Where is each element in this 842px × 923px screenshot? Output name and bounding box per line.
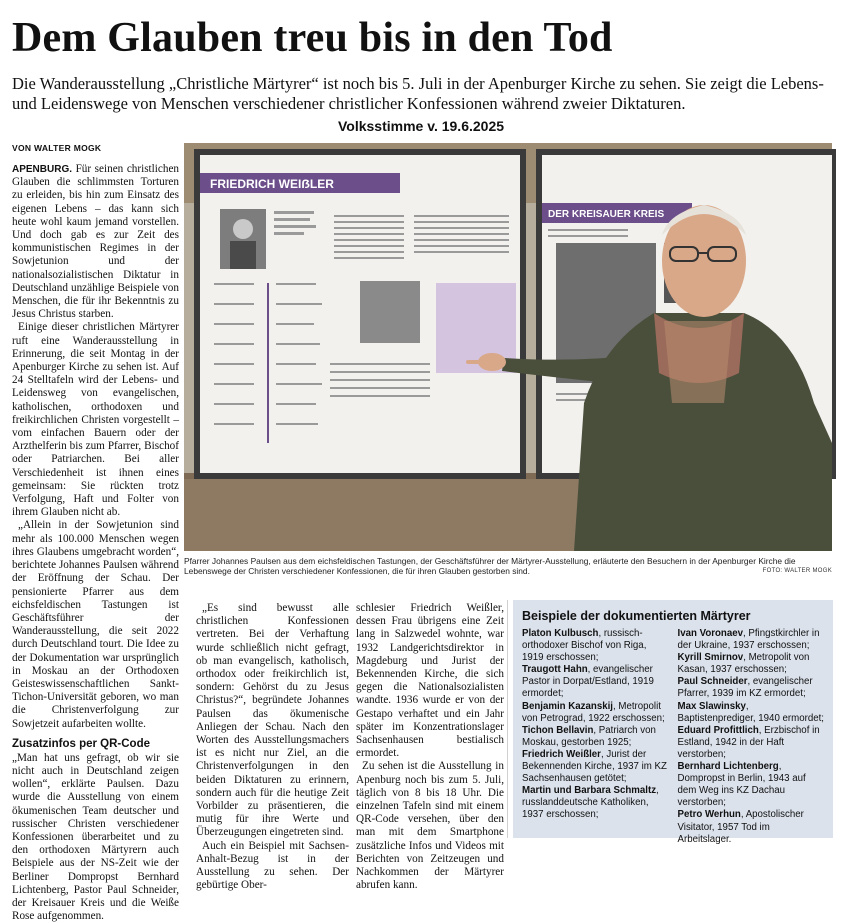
martyr-name: Benjamin Kazanskij: [522, 700, 613, 712]
martyrs-info-box: [513, 600, 833, 845]
martyr-entry: [522, 749, 670, 785]
martyr-description: , Patriarch von Moskau, gestorben 1925;: [522, 724, 656, 748]
martyr-name: Eduard Profittlich: [677, 724, 759, 736]
martyr-entry: [522, 785, 670, 821]
article-column-3: [356, 602, 504, 892]
paragraph-text: Für seinen christlichen Glauben die schlimmsten Torturen zu erleiden, bis hin zum Einsatz des eigenen Lebens – das kann sich heute wohl kaum jemand vorstellen. Und doch gab es zur Zeit des kommunistischen Regimes in der Sowjetunion und der nationalsozialistischen Diktatur in Deutschland unzählige Beispiele von Menschen, die für ihr Bekenntnis zu Jesus Christus starben.: [12, 163, 180, 321]
info-box-title: Beispiele der dokumentierten Märtyrer: [522, 609, 751, 623]
paragraph: Auch ein Beispiel mit Sachsen-Anhalt-Bezug ist in der Ausstellung zu sehen. Der gebürtige Ober-: [196, 839, 349, 892]
martyr-entry: [678, 809, 826, 845]
martyr-description: , Metropolit von Petrograd, 1922 erschossen;: [522, 700, 665, 724]
martyr-entry: [522, 628, 670, 664]
martyr-description: , russlanddeutsche Katholiken, 1937 erschossen;: [522, 785, 659, 821]
paragraph: Zu sehen ist die Ausstellung in Apenburg noch bis zum 5. Juli, täglich von 8 bis 18 Uhr. Die einzelnen Tafeln sind mit einem QR-Code versehen, über den man mit dem Smartphone zusätzliche Infos und Videos mit Berichten von Zeitzeugen und Nachkommen der Märtyrer abrufen kann.: [356, 760, 504, 892]
info-box-column-right: [678, 628, 826, 846]
photo-caption: Pfarrer Johannes Paulsen aus dem eichsfeldischen Tastungen, der Geschäftsführer der Märtyrer-Ausstellung, erläuterte den Besuchern in der Apenburger Kirche die Lebenswege der Christen verschiedener Konfessionen, die für ihren Glauben gestorben sind.: [184, 556, 796, 577]
martyr-description: , Metropolit von Kasan, 1937 erschossen;: [677, 652, 810, 676]
martyr-entry: [522, 701, 670, 725]
martyr-entry: [522, 664, 670, 700]
martyr-description: , Pfingstkirchler in der Ukraine, 1937 erschossen;: [677, 628, 820, 652]
martyr-name: Paul Schneider: [677, 676, 748, 688]
martyr-name: Bernhard Lichtenberg: [677, 761, 779, 773]
martyr-name: Kyrill Smirnov: [677, 652, 744, 664]
paragraph: „Es sind bewusst alle christlichen Konfessionen vertreten. Bei der Verhaftung wurde schließlich nicht gefragt, ob man evangelisch, katholisch, orthodox oder freikirchlich ist, sondern: Gehörst du zu Jesus Christus?“, begründete Johannes Paulsen das ökumenische Anliegen der Schau. Nach den Worten des Ausstellungsmachers ist es nicht nur Ziel, an die Christenverfolgungen in den beiden Diktaturen zu erinnern, sondern auch für die heutige Zeit Vorbilder zu präsentieren, die mutig für ihre Werte und Überzeugungen eingetreten sind.: [196, 602, 349, 839]
byline: VON WALTER MOGK: [12, 143, 102, 153]
martyr-description: , Jurist der Bekennenden Kirche, 1937 im KZ Sachsenhausen getötet;: [522, 748, 667, 785]
article-photo: [184, 143, 832, 551]
panel-left-title: FRIEDRICH WEIẞLER: [210, 177, 334, 191]
lead-paragraph: Die Wanderausstellung „Christliche Märtyrer“ ist noch bis 5. Juli in der Apenburger Kirche zu sehen. Sie zeigt die Lebens- und Leidenswege von Menschen verschiedener christlicher Konfessionen während zweier Diktaturen.: [12, 74, 824, 113]
panel-right-title: DER KREISAUER KREIS: [548, 209, 665, 220]
martyr-name: Martin und Barbara Schmaltz: [522, 785, 657, 797]
article-column-2: [196, 602, 349, 892]
martyr-entry: [678, 676, 826, 700]
dateline: APENBURG.: [12, 164, 73, 175]
martyr-entry: [678, 761, 826, 809]
headline: Dem Glauben treu bis in den Tod: [12, 15, 613, 61]
paragraph: [12, 163, 179, 321]
martyr-description: , Erzbischof in Estland, 1942 in der Haft verstorben;: [677, 724, 820, 760]
martyr-entry: [678, 652, 826, 676]
martyr-description: , Apostolischer Visitator, 1957 Tod im Arbeitslager.: [677, 809, 804, 845]
paragraph: schlesier Friedrich Weißler, dessen Frau übrigens eine Zeit lang in Salzwedel wohnte, war 1932 Landgerichtsdirektor in Magdeburg und Jurist der Bekennenden Kirche, die sich gegen die Nationalsozialisten wandte. 1936 wurde er von der Gestapo verhaftet und ein Jahr später im Konzentrationslager Sachsenhausen bestialisch ermordet.: [356, 602, 504, 760]
paragraph: „Man hat uns gefragt, ob wir sie nicht auch in Deutschland zeigen wollen“, erklärte Paulsen. Dazu wurde die Ausstellung von einem ökumenischen Team deutscher und russischer Christen verschiedener Konfessionen überarbeitet und zu den orthodoxen Märtyrern auch Beispiele aus der NS-Zeit wie der Berliner Dompropst Bernhard Lichtenberg, Pastor Paul Schneider, der Kreisauer Kreis und die Weiße Rose aufgenommen.: [12, 751, 179, 923]
paragraph: Einige dieser christlichen Märtyrer ruft eine Wanderausstellung in Erinnerung, die seit Montag in der Apenburger Kirche zu sehen ist. Auf 24 Stelltafeln wird der Lebens- und Leidensweg von evangelischen, katholischen, orthodoxen und freikirchlichen Christen vorgestellt – vom einfachen Bauern oder der Arzthelferin bis zum Pfarrer, Bischof oder Patriarchen. Bei aller Verschiedenheit ist ihnen eines gemeinsam: Sie rückten trotz Verfolgung, Haft und Folter von ihrem Glauben nicht ab.: [12, 321, 179, 519]
martyr-entry: [678, 628, 826, 652]
paragraph: „Allein in der Sowjetunion sind mehr als 100.000 Menschen wegen ihres Glaubens umgebracht worden“, berichtete Johannes Paulsen während der Eröffnung der Schau. Der pensionierte Pfarrer aus dem eichsfeldischen Tastungen ist Geschäftsführer der Wanderausstellung, die seit 2022 durch Deutschland tourt. Die Idee zu der Dokumentation war ursprünglich in Moskau an der Orthodoxen Geisteswissenschaftlichen Sankt-Tichon-Universität geboren, wo man die Christenverfolgung zur Sowjetzeit aufarbeiten wollte.: [12, 519, 179, 730]
martyr-entry: [522, 725, 670, 749]
column-divider: [507, 600, 508, 838]
martyr-entry: [678, 725, 826, 761]
martyr-name: Friedrich Weißler: [522, 748, 601, 760]
source-line: Volksstimme v. 19.6.2025: [337, 118, 505, 134]
martyr-description: , evangelischer Pfarrer, 1939 im KZ ermordet;: [677, 676, 813, 700]
martyr-entry: [678, 701, 826, 725]
martyr-description: , Dompropst in Berlin, 1943 auf dem Weg ins KZ Dachau verstorben;: [677, 761, 806, 809]
martyr-name: Max Slawinsky: [677, 700, 746, 712]
martyr-name: Ivan Voronaev: [677, 628, 744, 639]
martyr-description: , Baptistenprediger, 1940 ermordet;: [677, 700, 824, 724]
subheading: Zusatzinfos per QR-Code: [12, 737, 151, 750]
info-box-column-left: [522, 628, 670, 846]
photo-credit: FOTO: WALTER MOGK: [762, 568, 832, 574]
martyr-name: Tichon Bellavin: [522, 724, 594, 736]
martyr-description: , russisch-orthodoxer Bischof von Riga, 1919 erschossen;: [522, 628, 647, 664]
article-column-1: [12, 143, 179, 923]
martyr-name: Traugott Hahn: [522, 664, 588, 676]
photo-illustration: [184, 143, 832, 551]
martyr-name: Platon Kulbusch: [522, 628, 599, 639]
martyr-name: Petro Werhun: [677, 809, 741, 821]
martyr-description: , evangelischer Pastor in Dorpat/Estland, 1919 ermordet;: [522, 664, 654, 700]
